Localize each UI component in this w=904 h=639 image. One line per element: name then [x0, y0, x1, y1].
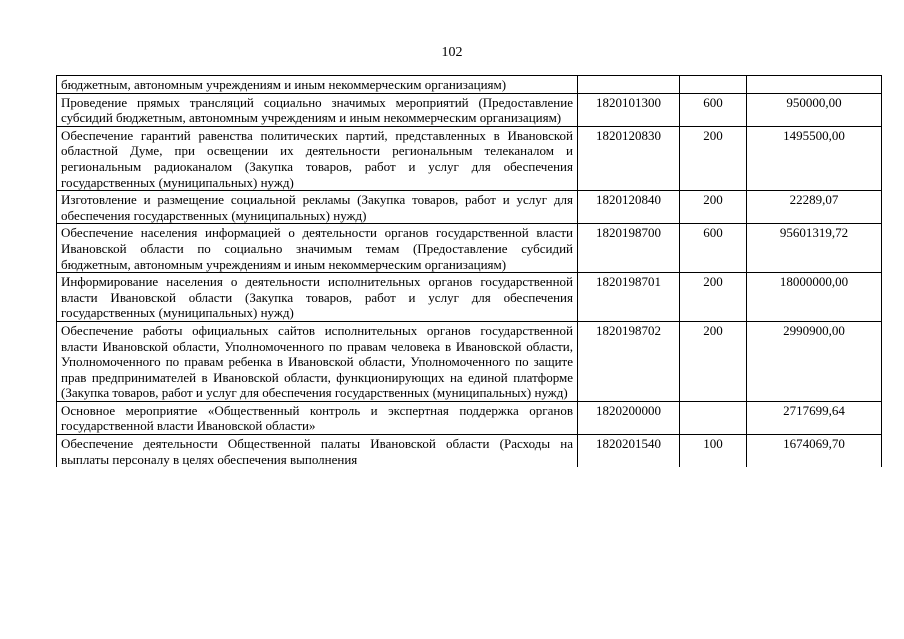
row-name: Обеспечение деятельности Общественной палаты Ивановской области (Расходы на выплаты персоналу в целях обеспечения выполнения — [57, 435, 578, 468]
row-sum — [747, 76, 882, 94]
table-row — [57, 224, 882, 273]
row-expense-type — [680, 76, 747, 94]
row-sum: 2990900,00 — [747, 321, 882, 401]
row-code: 1820101300 — [578, 93, 680, 126]
row-name: Изготовление и размещение социальной рекламы (Закупка товаров, работ и услуг для обеспечения государственных (муниципальных) нужд) — [57, 191, 578, 224]
row-expense-type — [680, 401, 747, 434]
table-row — [57, 93, 882, 126]
row-code: 1820200000 — [578, 401, 680, 434]
table-row — [57, 321, 882, 401]
row-sum: 18000000,00 — [747, 273, 882, 322]
row-expense-type: 600 — [680, 224, 747, 273]
row-code: 1820120830 — [578, 126, 680, 190]
row-name: Обеспечение работы официальных сайтов исполнительных органов государственной власти Ивановской области, Уполномоченного по правам человека в Ивановской области, Уполномоченного по правам ребенка в Ивановской области, Уполномоченного по защите прав предпринимателей в Ивановской области, функционирующих на единой платформе (Закупка товаров, работ и услуг для обеспечения государственных (муниципальных) нужд) — [57, 321, 578, 401]
row-code — [578, 76, 680, 94]
row-code: 1820120840 — [578, 191, 680, 224]
row-sum: 2717699,64 — [747, 401, 882, 434]
budget-table — [56, 75, 882, 467]
table-row — [57, 273, 882, 322]
row-code: 1820201540 — [578, 435, 680, 468]
row-code: 1820198702 — [578, 321, 680, 401]
row-expense-type: 600 — [680, 93, 747, 126]
row-expense-type: 200 — [680, 126, 747, 190]
table-row — [57, 401, 882, 434]
row-name: бюджетным, автономным учреждениям и иным некоммерческим организациям) — [57, 76, 578, 94]
table-row — [57, 76, 882, 94]
row-expense-type: 200 — [680, 191, 747, 224]
row-expense-type: 200 — [680, 321, 747, 401]
row-name: Информирование населения о деятельности исполнительных органов государственной власти Ивановской области (Закупка товаров, работ и услуг для обеспечения государственных (муниципальных) нужд) — [57, 273, 578, 322]
row-name: Основное мероприятие «Общественный контроль и экспертная поддержка органов государственной власти Ивановской области» — [57, 401, 578, 434]
row-sum: 950000,00 — [747, 93, 882, 126]
row-sum: 1495500,00 — [747, 126, 882, 190]
table-row — [57, 126, 882, 190]
row-code: 1820198700 — [578, 224, 680, 273]
row-sum: 95601319,72 — [747, 224, 882, 273]
row-sum: 1674069,70 — [747, 435, 882, 468]
page-number: 102 — [441, 45, 463, 60]
row-name: Обеспечение населения информацией о деятельности органов государственной власти Ивановской области по социально значимым темам (Предоставление субсидий бюджетным, автономным учреждениям и иным некоммерческим организациям) — [57, 224, 578, 273]
row-name: Обеспечение гарантий равенства политических партий, представленных в Ивановской областной Думе, при освещении их деятельности региональным телеканалом и региональным радиоканалом (Закупка товаров, работ и услуг для обеспечения государственных (муниципальных) нужд) — [57, 126, 578, 190]
row-sum: 22289,07 — [747, 191, 882, 224]
table-row — [57, 435, 882, 468]
row-code: 1820198701 — [578, 273, 680, 322]
row-name: Проведение прямых трансляций социально значимых мероприятий (Предоставление субсидий бюджетным, автономным учреждениям и иным некоммерческим организациям) — [57, 93, 578, 126]
row-expense-type: 100 — [680, 435, 747, 468]
table-row — [57, 191, 882, 224]
row-expense-type: 200 — [680, 273, 747, 322]
